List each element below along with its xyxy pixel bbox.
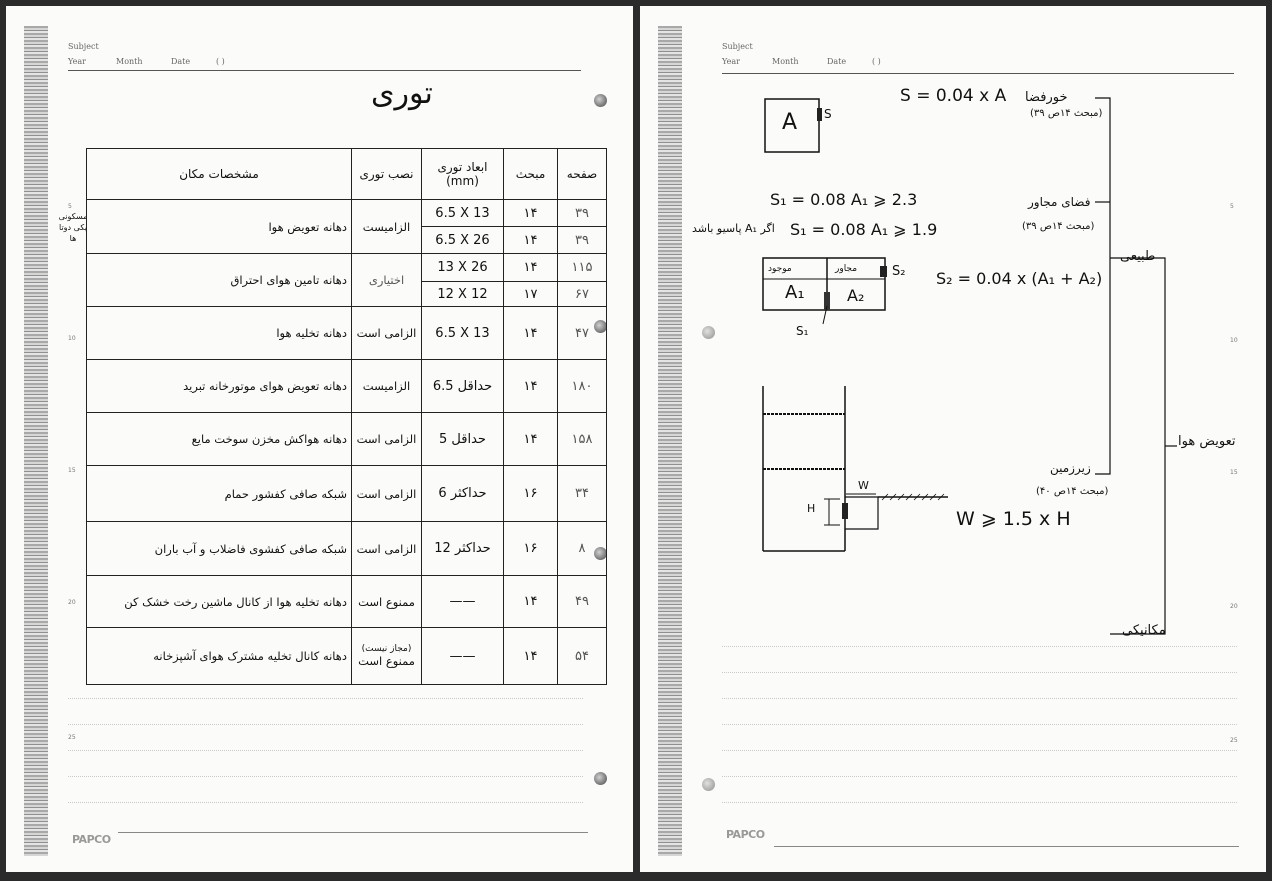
install-value: ممنوع است xyxy=(358,654,415,668)
S2-label: S₂ xyxy=(892,264,906,279)
dims-cell: حداقل 5 xyxy=(422,413,504,466)
binder-hole xyxy=(594,772,607,785)
window-well xyxy=(845,497,878,529)
topic-cell: ۱۶ xyxy=(504,522,558,576)
formula-S2: S₂ = 0.04 x (A₁ + A₂) xyxy=(936,269,1103,288)
header-installation: نصب توری xyxy=(352,149,422,200)
line-number: 10 xyxy=(68,335,76,342)
opening-S2-mark xyxy=(880,266,887,277)
ruled-line xyxy=(68,724,583,725)
location-cell: شبکه صافی کفشوی فاضلاب و آب باران xyxy=(87,522,352,576)
ruled-line xyxy=(68,776,583,777)
line-number: 5 xyxy=(1230,203,1234,210)
ruled-line xyxy=(68,698,583,699)
location-cell: دهانه هواکش مخزن سوخت مایع xyxy=(87,413,352,466)
ruled-line xyxy=(68,802,583,803)
space-A-label: A xyxy=(782,110,798,135)
header-page: صفحه xyxy=(558,149,607,200)
footer-rule xyxy=(774,846,1239,847)
install-cell xyxy=(352,628,422,685)
header-rule xyxy=(68,70,581,71)
location-cell: دهانه تعویض هوا xyxy=(87,200,352,254)
dims-cell: —— xyxy=(422,628,504,685)
location-cell: دهانه تعویض هوای موتورخانه تبرید xyxy=(87,360,352,413)
A1-label: A₁ xyxy=(785,282,805,303)
page-cell: ۳۴ xyxy=(558,466,607,522)
left-notebook-page xyxy=(6,6,633,872)
page-cell: ۸ xyxy=(558,522,607,576)
location-cell: دهانه تخلیه هوا xyxy=(87,307,352,360)
page-cell: ۶۷ xyxy=(558,282,607,307)
ventilation-label: تعویض هوا xyxy=(1178,434,1236,449)
ventilation-diagram xyxy=(640,6,1266,872)
dims-cell: حداقل 6.5 xyxy=(422,360,504,413)
location-cell: دهانه تامین هوای احتراق xyxy=(87,254,352,307)
topic-cell: ۱۶ xyxy=(504,466,558,522)
line-number: 20 xyxy=(68,599,76,606)
basement-ref: (مبحث ۱۴ص ۴۰) xyxy=(1036,486,1109,497)
brand-logo: PAPCO xyxy=(72,833,111,846)
topic-cell: ۱۴ xyxy=(504,360,558,413)
date-label: Date xyxy=(171,57,191,66)
line-number: 15 xyxy=(68,467,76,474)
date-bracket: ( ) xyxy=(216,57,225,66)
install-cell: اختیاری xyxy=(352,254,422,307)
page-cell: ۵۴ xyxy=(558,628,607,685)
line-number: 15 xyxy=(1230,469,1238,476)
margin-note: مسکونی یکی دوتا ها xyxy=(58,212,88,243)
topic-cell: ۱۴ xyxy=(504,628,558,685)
page-cell: ۱۱۵ xyxy=(558,254,607,282)
W-label: W xyxy=(858,479,869,492)
page-cell: ۴۹ xyxy=(558,576,607,628)
closed-space-label: خورفضا xyxy=(1025,90,1068,105)
formula-S1-19: S₁ = 0.08 A₁ ⩾ 1.9 xyxy=(790,220,938,239)
ventilation-bracket xyxy=(1110,258,1165,634)
install-cell: الزامی است xyxy=(352,413,422,466)
topic-cell: ۱۴ xyxy=(504,413,558,466)
right-notebook-page xyxy=(640,6,1266,872)
adjacent-space-label: فضای مجاور xyxy=(1028,195,1091,209)
adjacent-label: مجاور xyxy=(835,264,858,274)
topic-cell: ۱۴ xyxy=(504,307,558,360)
if-passive-note: اگر A₁ پاسیو باشد xyxy=(692,222,775,235)
S1-label: S₁ xyxy=(796,324,809,338)
header-topic: مبحث xyxy=(504,149,558,200)
page-cell: ۱۵۸ xyxy=(558,413,607,466)
dims-cell: 6.5 X 26 xyxy=(422,227,504,254)
screen-spec-table xyxy=(86,148,607,685)
install-cell: الزامی است xyxy=(352,307,422,360)
opening-S-mark xyxy=(817,108,822,121)
dims-cell: 12 X 12 xyxy=(422,282,504,307)
A2-label: A₂ xyxy=(847,286,865,305)
basement-label: زیرزمین xyxy=(1050,461,1091,475)
install-cell: الزامی است xyxy=(352,522,422,576)
dims-cell: 6.5 X 13 xyxy=(422,200,504,227)
table-row xyxy=(87,307,607,360)
table-row xyxy=(87,413,607,466)
binder-hole xyxy=(594,94,607,107)
table-row xyxy=(87,200,607,227)
natural-label: طبیعی xyxy=(1120,249,1156,264)
table-row xyxy=(87,360,607,413)
brand-logo: PAPCO xyxy=(726,828,765,841)
install-cell: الزامیست xyxy=(352,200,422,254)
month-label: Month xyxy=(116,57,143,66)
install-cell: الزامیست xyxy=(352,360,422,413)
H-label: H xyxy=(807,502,816,515)
topic-cell: ۱۷ xyxy=(504,282,558,307)
line-number: 25 xyxy=(68,734,76,741)
table-row xyxy=(87,254,607,282)
table-row xyxy=(87,576,607,628)
page-cell: ۴۷ xyxy=(558,307,607,360)
ruled-line xyxy=(68,750,583,751)
date-label: Date xyxy=(827,57,847,66)
mechanical-label: مکانیکی xyxy=(1122,623,1166,638)
formula-S1-23: S₁ = 0.08 A₁ ⩾ 2.3 xyxy=(770,190,918,209)
formula-W-H: W ⩾ 1.5 x H xyxy=(956,508,1071,530)
table-row xyxy=(87,628,607,685)
dims-cell: حداکثر 6 xyxy=(422,466,504,522)
dims-cell: —— xyxy=(422,576,504,628)
year-label: Year xyxy=(722,57,740,66)
table-header-row xyxy=(87,149,607,200)
formula-S-A: S = 0.04 x A xyxy=(900,86,1007,106)
topic-cell: ۱۴ xyxy=(504,576,558,628)
location-cell: دهانه تخلیه هوا از کانال ماشین رخت خشک کن xyxy=(87,576,352,628)
install-cell: الزامی است xyxy=(352,466,422,522)
dims-cell: حداکثر 12 xyxy=(422,522,504,576)
month-label: Month xyxy=(772,57,799,66)
subject-label: Subject xyxy=(722,42,753,51)
line-number: 10 xyxy=(1230,337,1238,344)
page-edge-shadow xyxy=(24,26,48,856)
line-number: 5 xyxy=(68,203,72,210)
line-number: 25 xyxy=(1230,737,1238,744)
location-cell: دهانه کانال تخلیه مشترک هوای آشپزخانه xyxy=(87,628,352,685)
location-cell: شبکه صافی کفشور حمام xyxy=(87,466,352,522)
topic-cell: ۱۴ xyxy=(504,227,558,254)
header-location: مشخصات مکان xyxy=(87,149,352,200)
page-cell: ۳۹ xyxy=(558,200,607,227)
table-row xyxy=(87,522,607,576)
page-cell: ۱۸۰ xyxy=(558,360,607,413)
basement-opening xyxy=(842,503,848,519)
page-cell: ۳۹ xyxy=(558,227,607,254)
date-bracket: ( ) xyxy=(872,57,881,66)
page-title: توری xyxy=(371,76,433,111)
footer-rule xyxy=(118,832,588,833)
existing-label: موجود xyxy=(768,264,792,274)
install-note: (مجاز نیست) xyxy=(361,644,412,654)
adjacent-space-ref: (مبحث ۱۴ص ۳۹) xyxy=(1022,221,1095,232)
closed-space-ref: (مبحث ۱۴ص ۳۹) xyxy=(1030,108,1103,119)
subject-label: Subject xyxy=(68,42,99,51)
topic-cell: ۱۴ xyxy=(504,200,558,227)
dims-cell: 13 X 26 xyxy=(422,254,504,282)
header-dimensions: ابعاد توری (mm) xyxy=(422,149,504,200)
table-row xyxy=(87,466,607,522)
S-label: S xyxy=(824,107,832,121)
dims-cell: 6.5 X 13 xyxy=(422,307,504,360)
install-cell: ممنوع است xyxy=(352,576,422,628)
year-label: Year xyxy=(68,57,86,66)
topic-cell: ۱۴ xyxy=(504,254,558,282)
line-number: 20 xyxy=(1230,603,1238,610)
